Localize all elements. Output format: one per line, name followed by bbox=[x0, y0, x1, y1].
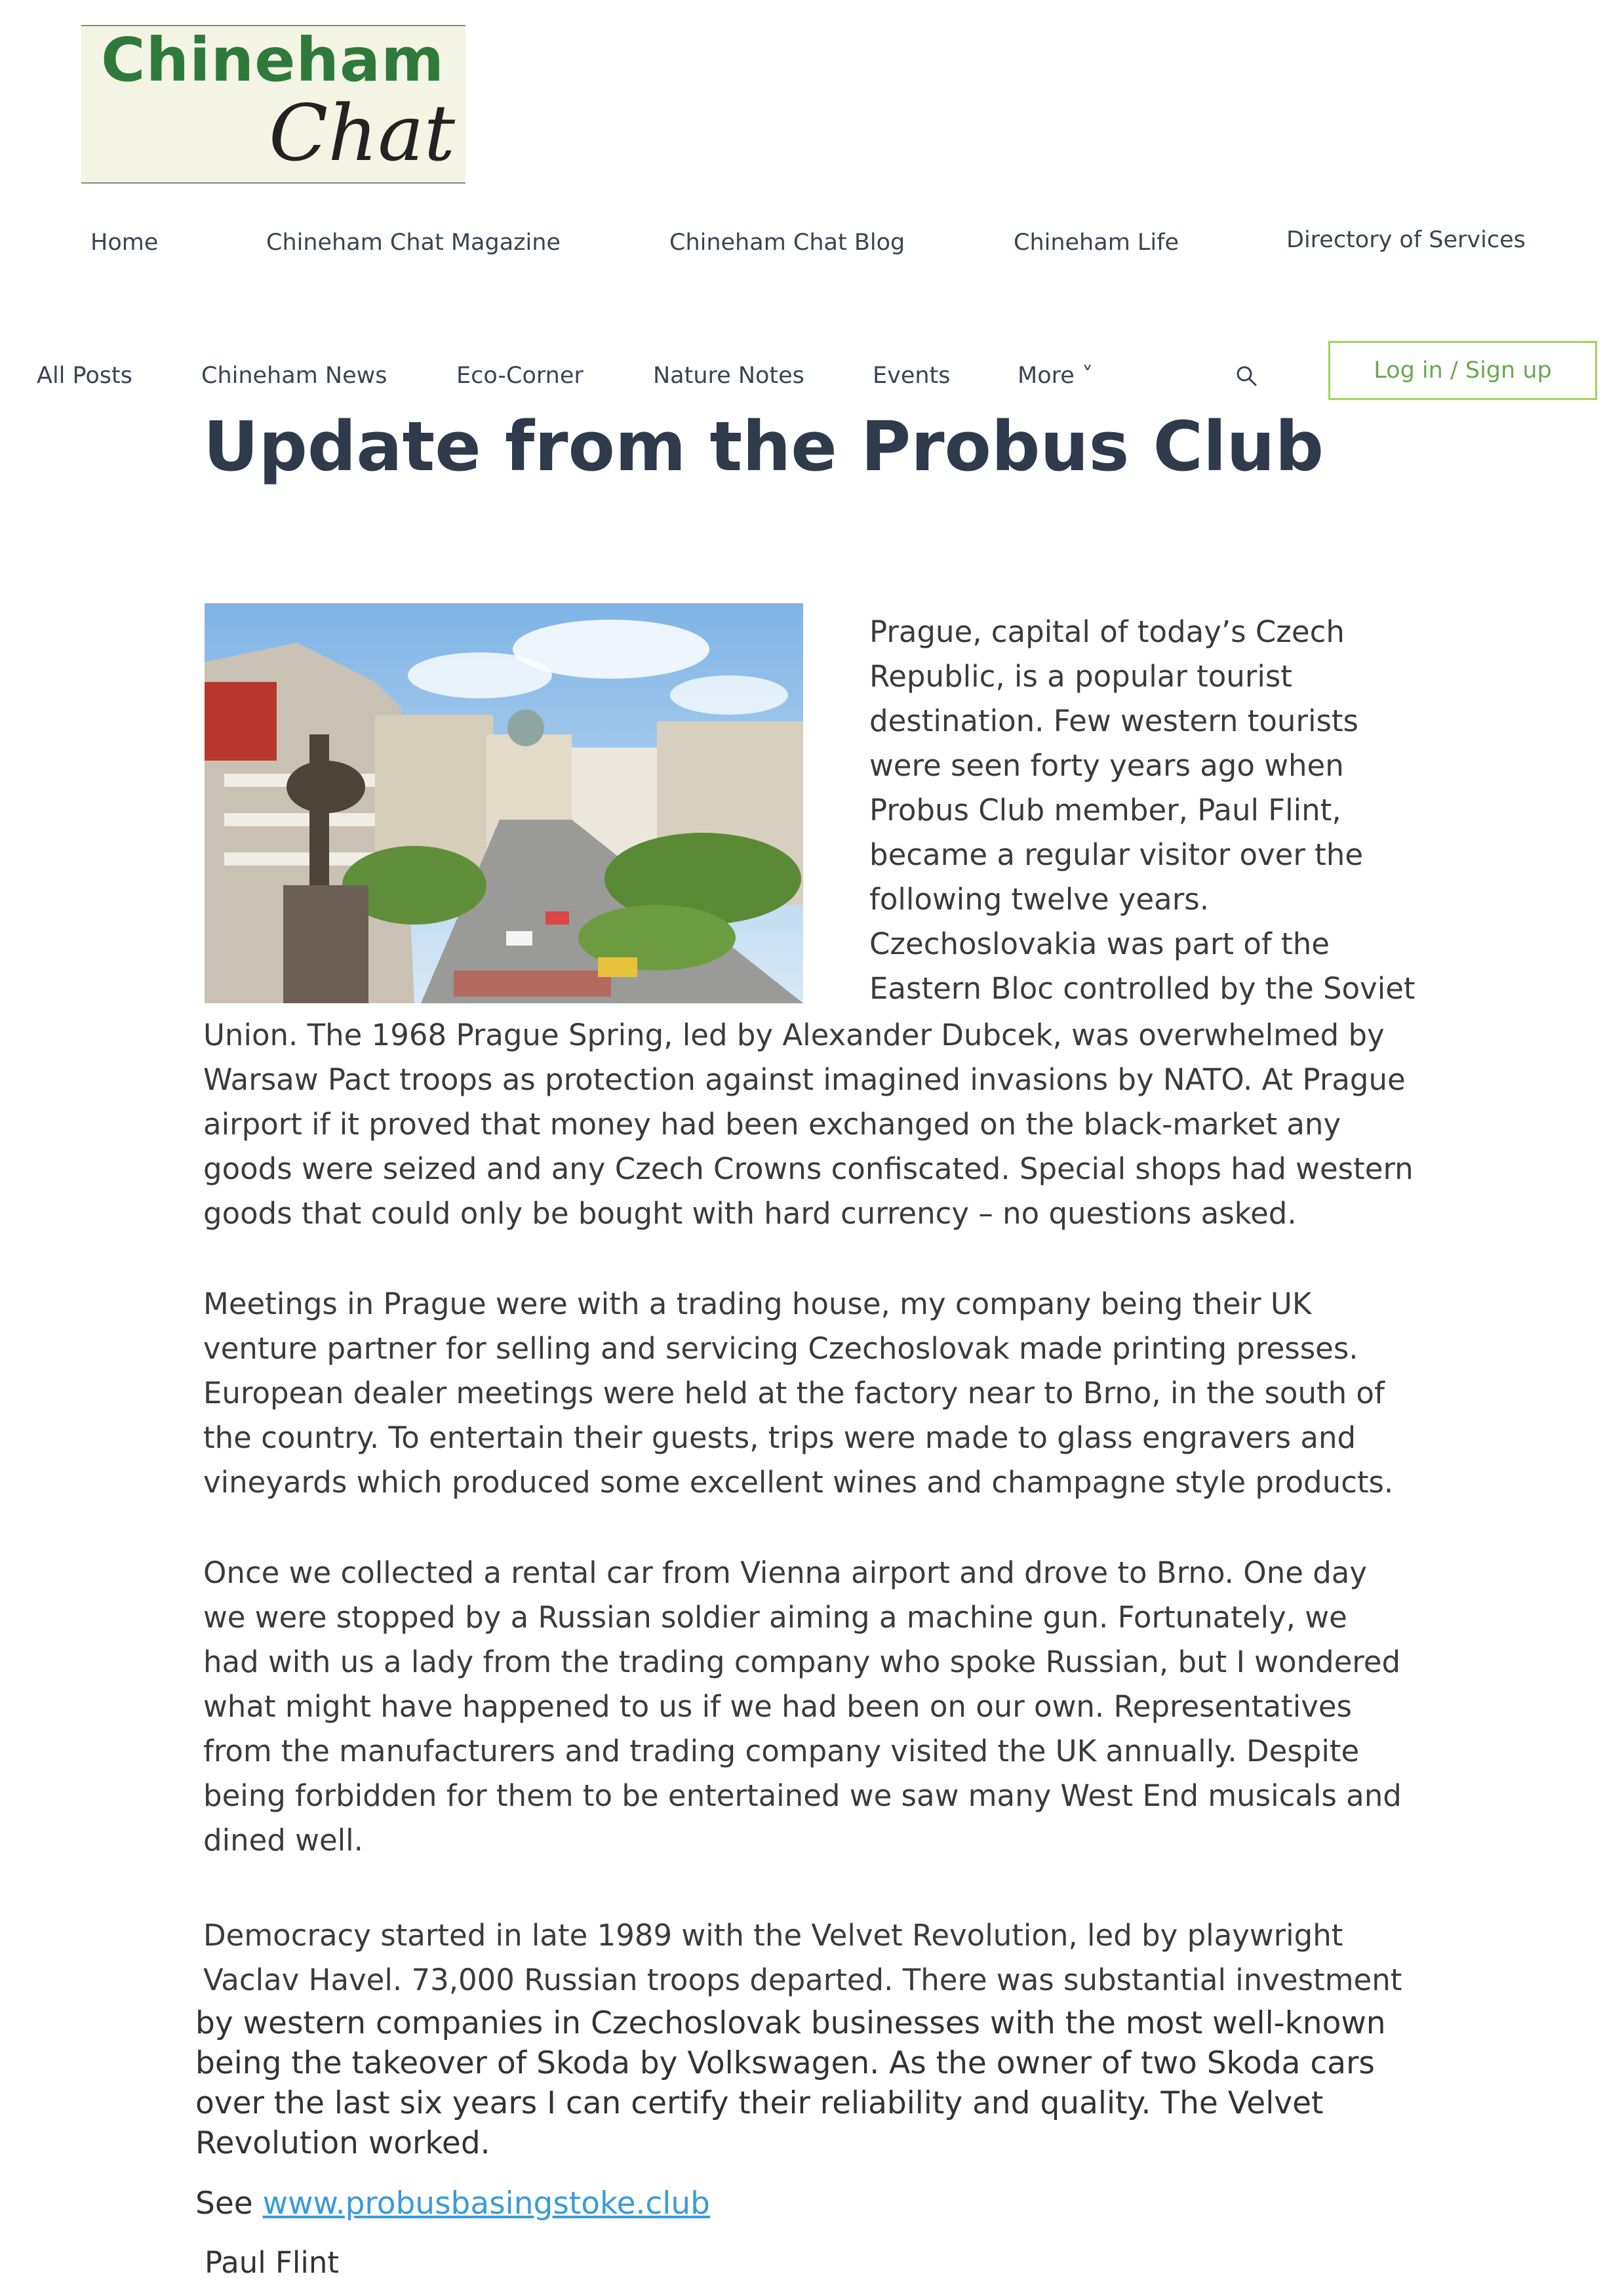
text-line: Prague, capital of today’s Czech bbox=[869, 614, 1345, 649]
nav-directory-of-services[interactable]: Directory of Services bbox=[1286, 227, 1526, 253]
nav-chineham-chat-magazine[interactable]: Chineham Chat Magazine bbox=[266, 230, 561, 256]
nav-more-dropdown[interactable]: More ˅ bbox=[1018, 363, 1094, 389]
nav-chineham-news[interactable]: Chineham News bbox=[201, 363, 387, 389]
text-line: what might have happened to us if we had been on our own. Representatives bbox=[203, 1689, 1352, 1724]
text-line: airport if it proved that money had been exchanged on the black-market any bbox=[203, 1107, 1341, 1142]
paragraph-4-bottom bbox=[195, 2003, 1386, 2163]
text-line: Union. The 1968 Prague Spring, led by Alexander Dubcek, was overwhelmed by bbox=[203, 1018, 1385, 1052]
text-line: from the manufacturers and trading company visited the UK annually. Despite bbox=[203, 1734, 1360, 1768]
text-line: dined well. bbox=[203, 1823, 363, 1858]
nav-chineham-life[interactable]: Chineham Life bbox=[1014, 230, 1179, 256]
text-line: Democracy started in late 1989 with the Velvet Revolution, led by playwright bbox=[203, 1918, 1343, 1953]
text-line: Once we collected a rental car from Vienna airport and drove to Brno. One day bbox=[203, 1555, 1367, 1590]
nav-events[interactable]: Events bbox=[873, 363, 951, 389]
nav-home[interactable]: Home bbox=[90, 230, 159, 256]
nav-eco-corner[interactable]: Eco-Corner bbox=[456, 363, 584, 389]
text-line: European dealer meetings were held at the factory near to Brno, in the south of bbox=[203, 1376, 1385, 1410]
text-line: vineyards which produced some excellent wines and champagne style products. bbox=[203, 1465, 1394, 1500]
text-line: Czechoslovakia was part of the bbox=[869, 927, 1330, 961]
logo-text-bottom: Chat bbox=[268, 88, 455, 178]
intro-beside-photo bbox=[869, 610, 1416, 1011]
text-line: by western companies in Czechoslovak businesses with the most well-known bbox=[195, 2005, 1386, 2041]
paragraph-3 bbox=[203, 1551, 1402, 1863]
site-logo[interactable] bbox=[81, 25, 465, 184]
text-line: had with us a lady from the trading company who spoke Russian, but I wondered bbox=[203, 1645, 1401, 1679]
article-title: Update from the Probus Club bbox=[203, 407, 1324, 487]
text-line: Eastern Bloc controlled by the Soviet bbox=[869, 971, 1416, 1006]
text-line: the country. To entertain their guests, trips were made to glass engravers and bbox=[203, 1420, 1357, 1455]
see-line bbox=[195, 2184, 710, 2224]
nav-nature-notes[interactable]: Nature Notes bbox=[653, 363, 804, 389]
text-line: being forbidden for them to be entertained we saw many West End musicals and bbox=[203, 1778, 1402, 1813]
text-line: Probus Club member, Paul Flint, bbox=[869, 793, 1341, 828]
text-line: destination. Few western tourists bbox=[869, 704, 1358, 738]
text-line: were seen forty years ago when bbox=[869, 748, 1344, 783]
article-photo bbox=[205, 603, 803, 1003]
text-line: Warsaw Pact troops as protection against imagined invasions by NATO. At Prague bbox=[203, 1062, 1406, 1097]
text-line: Vaclav Havel. 73,000 Russian troops departed. There was substantial investment bbox=[203, 1963, 1402, 1997]
text-line: goods were seized and any Czech Crowns confiscated. Special shops had western bbox=[203, 1151, 1414, 1186]
text-line: over the last six years I can certify their reliability and quality. The Velvet bbox=[195, 2085, 1324, 2121]
text-line: Republic, is a popular tourist bbox=[869, 659, 1292, 694]
text-line: being the takeover of Skoda by Volkswagen. As the owner of two Skoda cars bbox=[195, 2045, 1375, 2081]
see-label: See bbox=[195, 2185, 253, 2222]
logo-text-top: Chineham bbox=[101, 25, 445, 95]
paragraph-2 bbox=[203, 1282, 1393, 1505]
text-line: became a regular visitor over the bbox=[869, 837, 1364, 872]
paragraph-4-top bbox=[203, 1913, 1402, 2003]
text-line: Revolution worked. bbox=[195, 2125, 490, 2161]
login-signup-button[interactable]: Log in / Sign up bbox=[1328, 341, 1597, 400]
search-icon[interactable] bbox=[1235, 365, 1258, 387]
text-line: following twelve years. bbox=[869, 882, 1210, 917]
paragraph-1 bbox=[203, 1013, 1414, 1236]
probus-website-link[interactable]: www.probusbasingstoke.club bbox=[262, 2185, 710, 2222]
text-line: we were stopped by a Russian soldier aiming a machine gun. Fortunately, we bbox=[203, 1600, 1347, 1635]
text-line: goods that could only be bought with hard currency – no questions asked. bbox=[203, 1196, 1297, 1231]
nav-all-posts[interactable]: All Posts bbox=[37, 363, 132, 389]
author-signature: Paul Flint bbox=[205, 2245, 340, 2280]
nav-chineham-chat-blog[interactable]: Chineham Chat Blog bbox=[669, 230, 905, 256]
text-line: Meetings in Prague were with a trading house, my company being their UK bbox=[203, 1287, 1312, 1321]
text-line: venture partner for selling and servicing Czechoslovak made printing presses. bbox=[203, 1331, 1358, 1366]
